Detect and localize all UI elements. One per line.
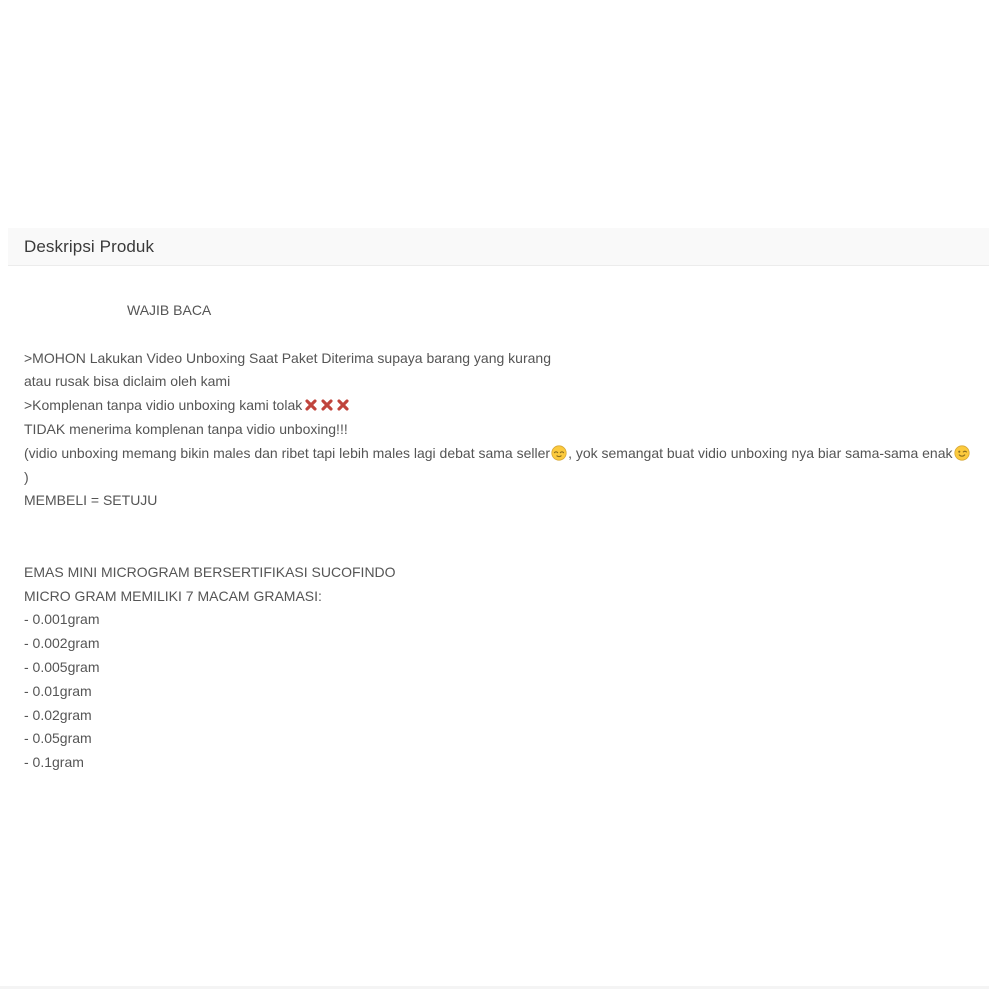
mohon-line-1: >MOHON Lakukan Video Unboxing Saat Paket Diterima supaya barang yang kurang (24, 349, 551, 366)
gram-list-item: - 0.001gram (24, 611, 100, 628)
description-body (8, 266, 989, 775)
product-description-section (8, 228, 989, 775)
tidak-line: TIDAK menerima komplenan tanpa vidio unboxing!!! (24, 420, 348, 437)
membeli-line: MEMBELI = SETUJU (24, 492, 158, 509)
page-title: Deskripsi Produk (24, 236, 155, 256)
winking-face-emoji (954, 445, 970, 461)
wajib-baca-text: WAJIB BACA (127, 302, 212, 318)
gramasi-title-line: MICRO GRAM MEMILIKI 7 MACAM GRAMASI: (24, 587, 322, 604)
wajib-baca-line (24, 299, 973, 323)
vidio-text-3: ) (24, 468, 29, 485)
description-header-bar (8, 228, 989, 266)
cross-mark-icon (320, 396, 334, 410)
blank-line (24, 537, 973, 561)
vidio-text-2: , yok semangat buat vidio unboxing nya biar sama-sama enak (568, 444, 953, 461)
cross-mark-icon (336, 396, 350, 410)
relieved-face-emoji (551, 445, 567, 461)
komplenan-text: >Komplenan tanpa vidio unboxing kami tolak (24, 397, 303, 414)
mohon-line-2: atau rusak bisa diclaim oleh kami (24, 373, 231, 390)
gram-list-item: - 0.1gram (24, 754, 84, 771)
gram-list-item: - 0.01gram (24, 682, 92, 699)
blank-line (24, 323, 973, 347)
blank-line (24, 513, 973, 537)
gram-list-item: - 0.05gram (24, 730, 92, 747)
gram-list-item: - 0.002gram (24, 635, 100, 652)
top-blank-area (0, 0, 989, 228)
vidio-unboxing-line (24, 442, 973, 490)
emas-title-line: EMAS MINI MICROGRAM BERSERTIFIKASI SUCOFINDO (24, 563, 396, 580)
gram-list-item: - 0.005gram (24, 658, 100, 675)
komplenan-line (24, 394, 973, 418)
vidio-text-1: (vidio unboxing memang bikin males dan ribet tapi lebih males lagi debat sama seller (24, 444, 551, 461)
cross-mark-icon (304, 396, 318, 410)
gram-list-item: - 0.02gram (24, 706, 92, 723)
